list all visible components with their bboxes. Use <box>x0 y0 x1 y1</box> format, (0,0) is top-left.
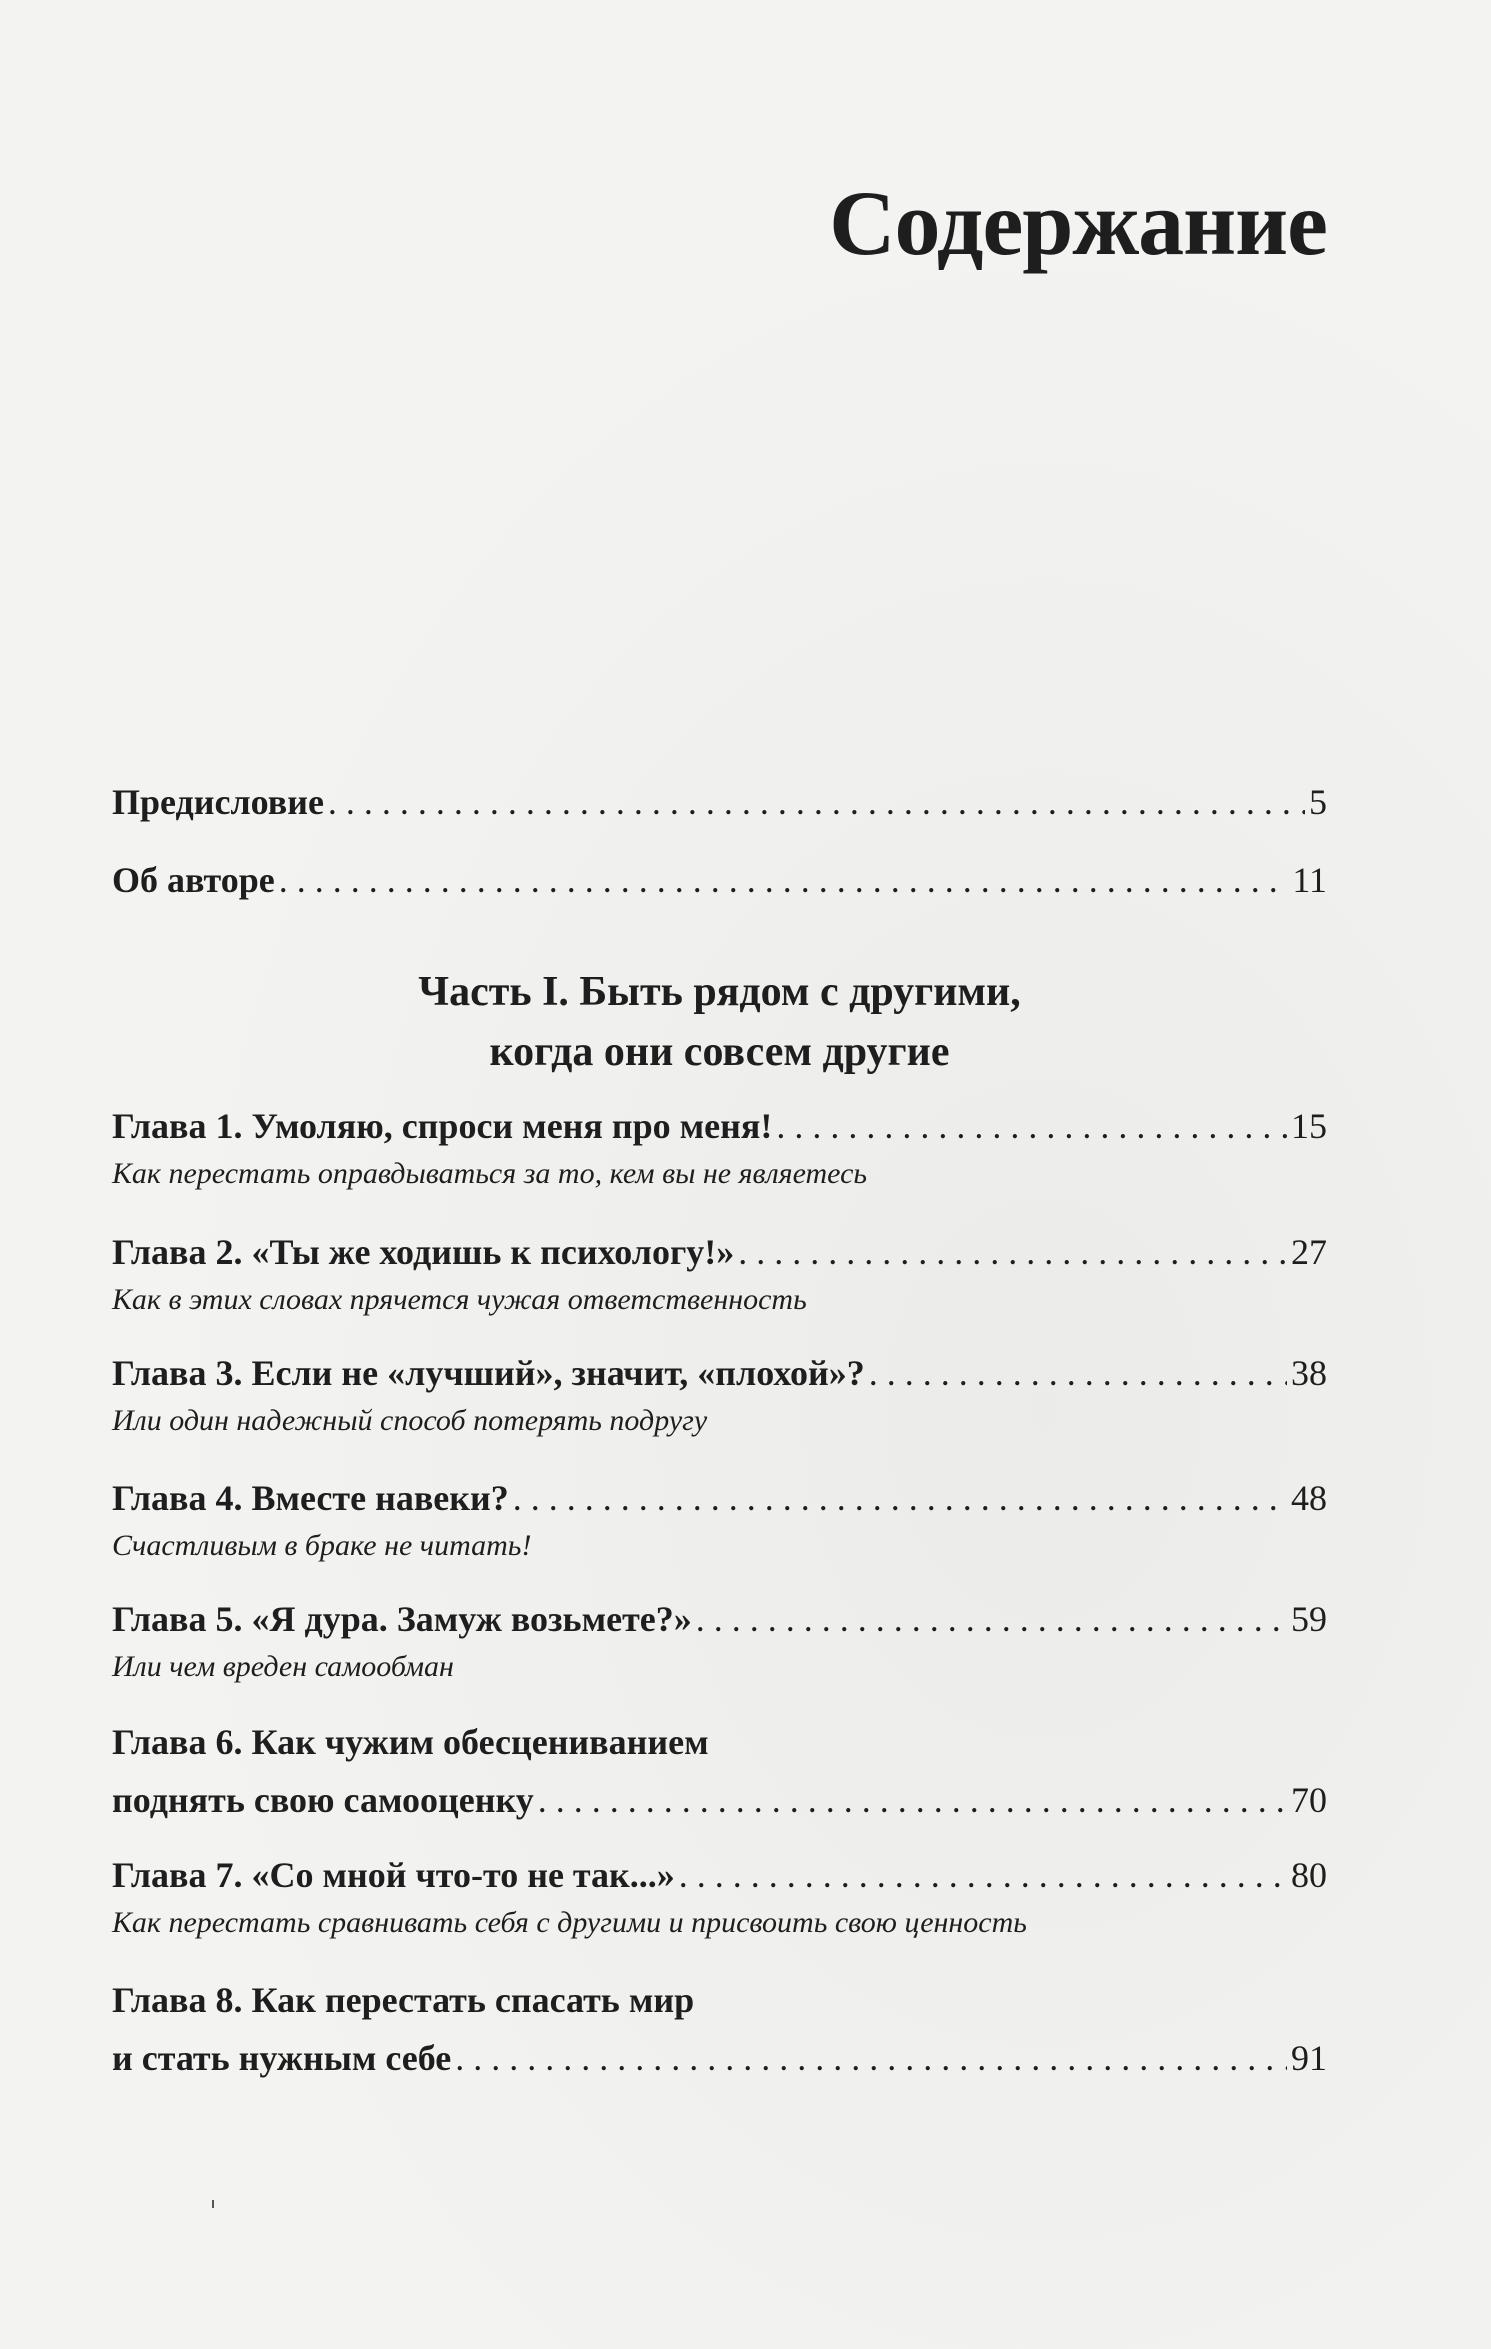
entry-subtitle: Как перестать сравнивать себя с другими и присвоить свою ценность <box>112 1906 1027 1939</box>
entry-title: Глава 6. Как чужим обесцениванием <box>112 1722 709 1762</box>
page-number: 59 <box>1291 1599 1327 1639</box>
entry-title: Глава 4. Вместе навеки? <box>112 1478 509 1518</box>
toc-entry-chapter-1[interactable] <box>112 1104 1327 1192</box>
dot-leader <box>869 1351 1287 1395</box>
dot-leader <box>513 1476 1287 1520</box>
page-number: 27 <box>1291 1232 1327 1272</box>
page-title: Содержание <box>829 172 1327 274</box>
entry-title: Об авторе <box>112 860 275 900</box>
entry-title: Глава 8. Как перестать спасать мир <box>112 1980 695 2020</box>
scan-speck <box>212 2200 214 2208</box>
part-heading-line2: когда они совсем другие <box>489 1029 950 1075</box>
entry-subtitle: Или чем вреден самообман <box>112 1650 454 1683</box>
page-number: 38 <box>1291 1353 1327 1393</box>
entry-title: Глава 3. Если не «лучший», значит, «плохой»? <box>112 1353 865 1393</box>
entry-title-line2: поднять свою самооценку <box>112 1780 534 1820</box>
toc-entry-chapter-5[interactable] <box>112 1597 1327 1685</box>
page-number: 48 <box>1291 1478 1327 1518</box>
dot-leader <box>455 2036 1287 2080</box>
dot-leader <box>776 1104 1287 1148</box>
page-number: 5 <box>1309 782 1327 822</box>
toc-entry-chapter-6[interactable] <box>112 1720 1327 1822</box>
entry-subtitle: Как перестать оправдываться за то, кем вы не являетесь <box>112 1157 868 1190</box>
dot-leader <box>696 1597 1287 1641</box>
toc-entry-chapter-7[interactable] <box>112 1853 1327 1941</box>
toc-entry-about-author[interactable] <box>112 858 1327 902</box>
dot-leader <box>279 858 1289 902</box>
part-heading-line1: Часть I. Быть рядом с другими, <box>418 969 1021 1015</box>
page-number: 15 <box>1291 1106 1327 1146</box>
dot-leader <box>738 1230 1287 1274</box>
entry-subtitle: Счастливым в браке не читать! <box>112 1529 532 1562</box>
toc-entry-chapter-8[interactable] <box>112 1978 1327 2080</box>
entry-title: Глава 7. «Со мной что-то не так...» <box>112 1855 675 1895</box>
page-number: 11 <box>1292 860 1327 900</box>
entry-title: Глава 5. «Я дура. Замуж возьмете?» <box>112 1599 692 1639</box>
entry-subtitle: Или один надежный способ потерять подругу <box>112 1404 708 1437</box>
toc-entry-preface[interactable] <box>112 780 1327 824</box>
dot-leader <box>538 1778 1287 1822</box>
entry-title: Предисловие <box>112 782 324 822</box>
page-number: 70 <box>1291 1780 1327 1820</box>
page-number: 80 <box>1291 1855 1327 1895</box>
page-number: 91 <box>1291 2038 1327 2078</box>
entry-title-line2: и стать нужным себе <box>112 2038 452 2078</box>
dot-leader <box>328 780 1305 824</box>
toc-entry-chapter-3[interactable] <box>112 1351 1327 1439</box>
toc-entry-chapter-4[interactable] <box>112 1476 1327 1564</box>
dot-leader <box>679 1853 1287 1897</box>
entry-title: Глава 2. «Ты же ходишь к психологу!» <box>112 1232 735 1272</box>
entry-title: Глава 1. Умоляю, спроси меня про меня! <box>112 1106 773 1146</box>
toc-entry-chapter-2[interactable] <box>112 1230 1327 1318</box>
part-heading <box>112 962 1327 1082</box>
entry-subtitle: Как в этих словах прячется чужая ответственность <box>112 1283 807 1316</box>
